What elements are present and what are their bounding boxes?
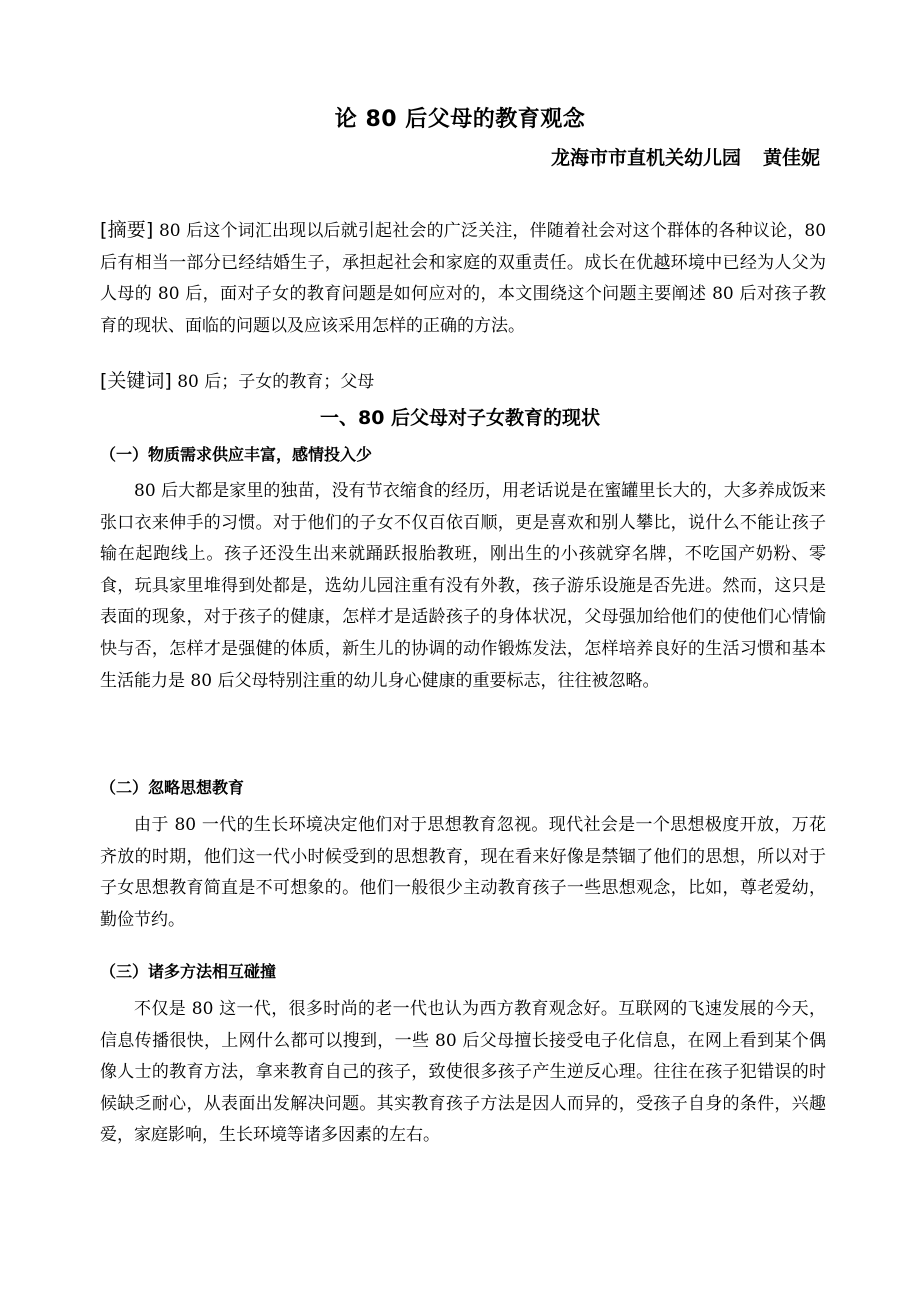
section-heading: 一、80 后父母对子女教育的现状	[319, 407, 601, 429]
abstract-label: [摘要]	[100, 219, 154, 241]
subsection-heading: （一）物质需求供应丰富，感情投入少	[100, 445, 373, 464]
author-organization: 龙海市市直机关幼儿园	[550, 147, 741, 169]
subsection-paragraph: 不仅是 80 这一代，很多时尚的老一代也认为西方教育观念好。互联网的飞速发展的今天，信息传播很快，上网什么都可以搜到，一些 80 后父母擅长接受电子化信息，在网上看到某个偶像人士的教育方法，拿来教育自己的孩子，致使很多孩子产生逆反心理。往往在孩子犯错误的时候缺乏耐心，从表面出发解决问题。其实教育孩子方法是因人而异的，受孩子自身的条件，兴趣爱，家庭影响，生长环境等诸多因素的左右。	[100, 999, 826, 1146]
subsection-heading: （二）忽略思想教育	[100, 778, 245, 797]
keywords-paragraph	[100, 366, 826, 399]
subsection-heading: （三）诸多方法相互碰撞	[100, 962, 277, 981]
subsection-paragraph: 80 后大都是家里的独苗，没有节衣缩食的经历，用老话说是在蜜罐里长大的，大多养成饭来张口衣来伸手的习惯。对于他们的子女不仅百依百顺，更是喜欢和别人攀比，说什么不能让孩子输在起跑线上。孩子还没生出来就踊跃报胎教班，刚出生的小孩就穿名牌，不吃国产奶粉、零食，玩具家里堆得到处都是，选幼儿园注重有没有外教，孩子游乐设施是否先进。然而，这只是表面的现象，对于孩子的健康，怎样才是适龄孩子的身体状况，父母强加给他们的使他们心情愉快与否，怎样才是强健的体质，新生儿的协调的动作锻炼发法，怎样培养良好的生活习惯和基本生活能力是 80 后父母特别注重的幼儿身心健康的重要标志，往往被忽略。	[100, 481, 826, 691]
abstract-paragraph	[100, 215, 826, 342]
subsection-paragraph: 由于 80 一代的生长环境决定他们对于思想教育忽视。现代社会是一个思想极度开放，万花齐放的时期，他们这一代小时候受到的思想教育，现在看来好像是禁锢了他们的思想，所以对于子女思想教育简直是不可想象的。他们一般很少主动教育孩子一些思想观念，比如，尊老爱幼，勤俭节约。	[100, 815, 826, 930]
keywords-text: 80 后；子女的教育；父母	[177, 372, 375, 392]
author-name: 黄佳妮	[762, 147, 820, 169]
keywords-label: [关键词]	[100, 370, 172, 392]
author-line	[551, 144, 820, 172]
abstract-text: 80 后这个词汇出现以后就引起社会的广泛关注，伴随着社会对这个群体的各种议论，80 后有相当一部分已经结婚生子，承担起社会和家庭的双重责任。成长在优越环境中已经为人父为人母的 80 后，面对子女的教育问题是如何应对的，本文围绕这个问题主要阐述 80 后对孩子教育的现状、面临的问题以及应该采用怎样的正确的方法。	[100, 221, 827, 336]
document-title: 论 80 后父母的教育观念	[334, 107, 586, 132]
